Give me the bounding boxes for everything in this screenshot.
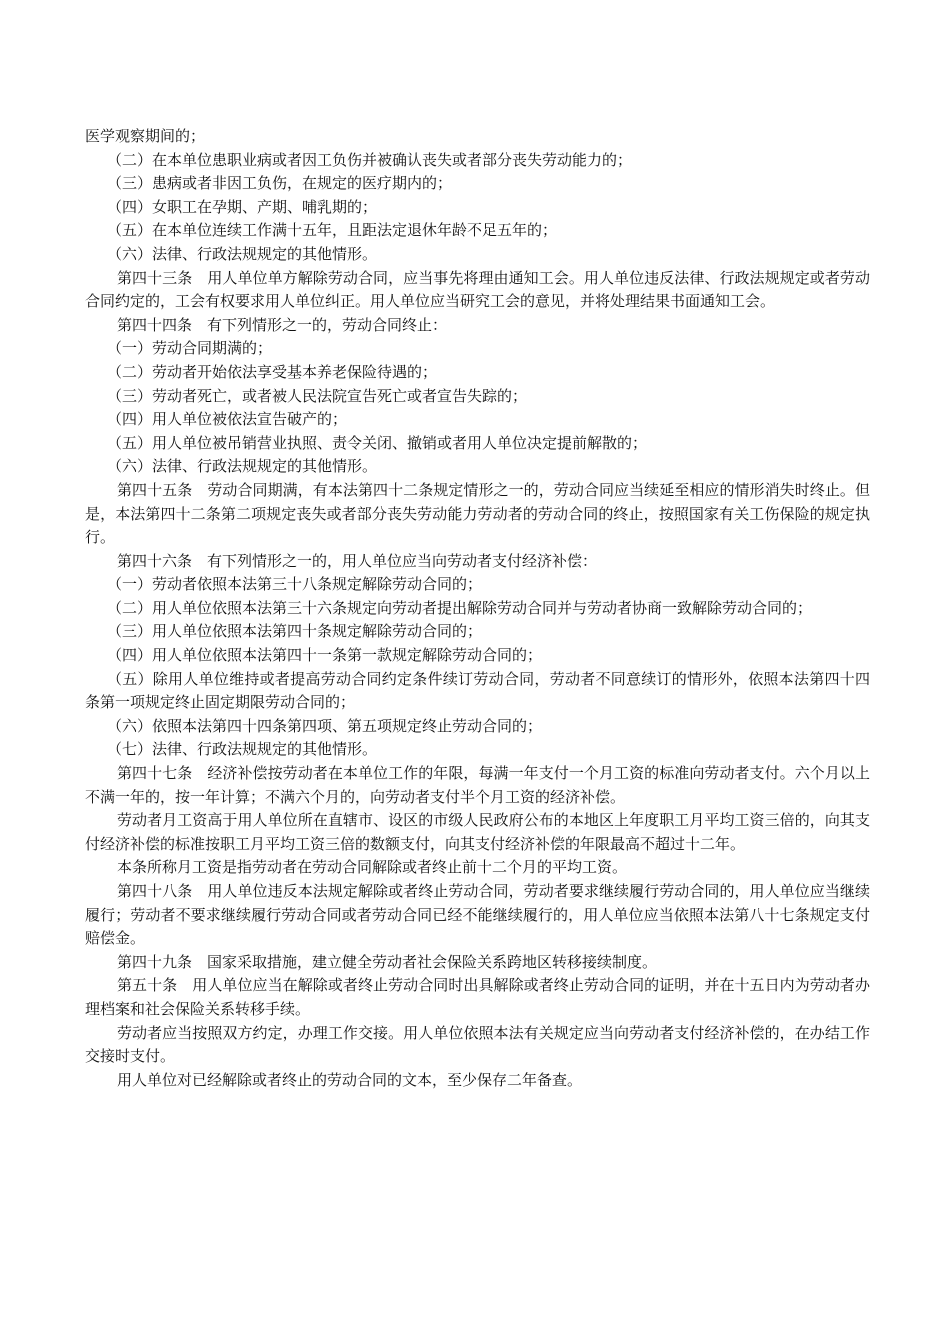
list-item: （二）用人单位依照本法第三十六条规定向劳动者提出解除劳动合同并与劳动者协商一致解除劳动合同的； bbox=[107, 598, 813, 617]
list-item: （三）患病或者非因工负伤，在规定的医疗期内的； bbox=[107, 174, 453, 193]
article-paragraph: 本条所称月工资是指劳动者在劳动合同解除或者终止前十二个月的平均工资。 bbox=[117, 858, 628, 877]
article-paragraph: 第四十八条 用人单位违反本法规定解除或者终止劳动合同，劳动者要求继续履行劳动合同的，用人单位应当继续履行；劳动者不要求继续履行劳动合同或者劳动合同已经不能继续履行的，用人单位应当依照本法第八十七条规定支付赔偿金。 bbox=[85, 882, 870, 948]
article-paragraph: 第四十三条 用人单位单方解除劳动合同，应当事先将理由通知工会。用人单位违反法律、行政法规规定或者劳动合同约定的，工会有权要求用人单位纠正。用人单位应当研究工会的意见，并将处理结果书面通知工会。 bbox=[85, 268, 870, 311]
list-item: （六）法律、行政法规规定的其他情形。 bbox=[107, 457, 378, 476]
article-paragraph: 劳动者应当按照双方约定，办理工作交接。用人单位依照本法有关规定应当向劳动者支付经济补偿的，在办结工作交接时支付。 bbox=[85, 1023, 870, 1066]
list-item: （六）依照本法第四十四条第四项、第五项规定终止劳动合同的； bbox=[107, 716, 543, 735]
list-item: （四）用人单位依照本法第四十一条第一款规定解除劳动合同的； bbox=[107, 646, 543, 665]
list-item: （三）劳动者死亡，或者被人民法院宣告死亡或者宣告失踪的； bbox=[107, 386, 528, 405]
article-paragraph: 第四十七条 经济补偿按劳动者在本单位工作的年限，每满一年支付一个月工资的标准向劳动者支付。六个月以上不满一年的，按一年计算；不满六个月的，向劳动者支付半个月工资的经济补偿。 bbox=[85, 764, 870, 806]
list-item: （一）劳动合同期满的； bbox=[107, 339, 273, 358]
list-item: （五）用人单位被吊销营业执照、责令关闭、撤销或者用人单位决定提前解散的； bbox=[107, 433, 648, 452]
list-item: （二）劳动者开始依法享受基本养老保险待遇的； bbox=[107, 362, 438, 381]
article-paragraph: 劳动者月工资高于用人单位所在直辖市、设区的市级人民政府公布的本地区上年度职工月平均工资三倍的，向其支付经济补偿的标准按职工月平均工资三倍的数额支付，向其支付经济补偿的年限最高不超过十二年。 bbox=[85, 811, 870, 853]
list-item: （三）用人单位依照本法第四十条规定解除劳动合同的； bbox=[107, 622, 483, 641]
list-item: （四）用人单位被依法宣告破产的； bbox=[107, 410, 348, 429]
article-paragraph: 第四十五条 劳动合同期满，有本法第四十二条规定情形之一的，劳动合同应当续延至相应的情形消失时终止。但是，本法第四十二条第二项规定丧失或者部分丧失劳动能力劳动者的劳动合同的终止，按照国家有关工伤保险的规定执行。 bbox=[85, 480, 870, 547]
article-paragraph: 第四十六条 有下列情形之一的，用人单位应当向劳动者支付经济补偿： bbox=[117, 551, 598, 570]
document-body bbox=[85, 125, 870, 1092]
continuation-text: 医学观察期间的； bbox=[85, 127, 206, 145]
list-item: （一）劳动者依照本法第三十八条规定解除劳动合同的； bbox=[107, 575, 483, 594]
list-item: （二）在本单位患职业病或者因工负伤并被确认丧失或者部分丧失劳动能力的； bbox=[107, 150, 633, 169]
list-item: （六）法律、行政法规规定的其他情形。 bbox=[107, 244, 378, 263]
list-item: （七）法律、行政法规规定的其他情形。 bbox=[107, 740, 378, 759]
list-item: （五）在本单位连续工作满十五年，且距法定退休年龄不足五年的； bbox=[107, 221, 558, 240]
article-paragraph: 第四十九条 国家采取措施，建立健全劳动者社会保险关系跨地区转移接续制度。 bbox=[117, 952, 658, 971]
article-paragraph: 用人单位对已经解除或者终止的劳动合同的文本，至少保存二年备查。 bbox=[117, 1070, 583, 1089]
article-paragraph: 第五十条 用人单位应当在解除或者终止劳动合同时出具解除或者终止劳动合同的证明，并在十五日内为劳动者办理档案和社会保险关系转移手续。 bbox=[85, 976, 870, 1018]
article-paragraph: 第四十四条 有下列情形之一的，劳动合同终止： bbox=[117, 315, 448, 334]
list-item: （五）除用人单位维持或者提高劳动合同约定条件续订劳动合同，劳动者不同意续订的情形外，依照本法第四十四条第一项规定终止固定期限劳动合同的； bbox=[85, 669, 870, 712]
list-item: （四）女职工在孕期、产期、哺乳期的； bbox=[107, 197, 378, 216]
